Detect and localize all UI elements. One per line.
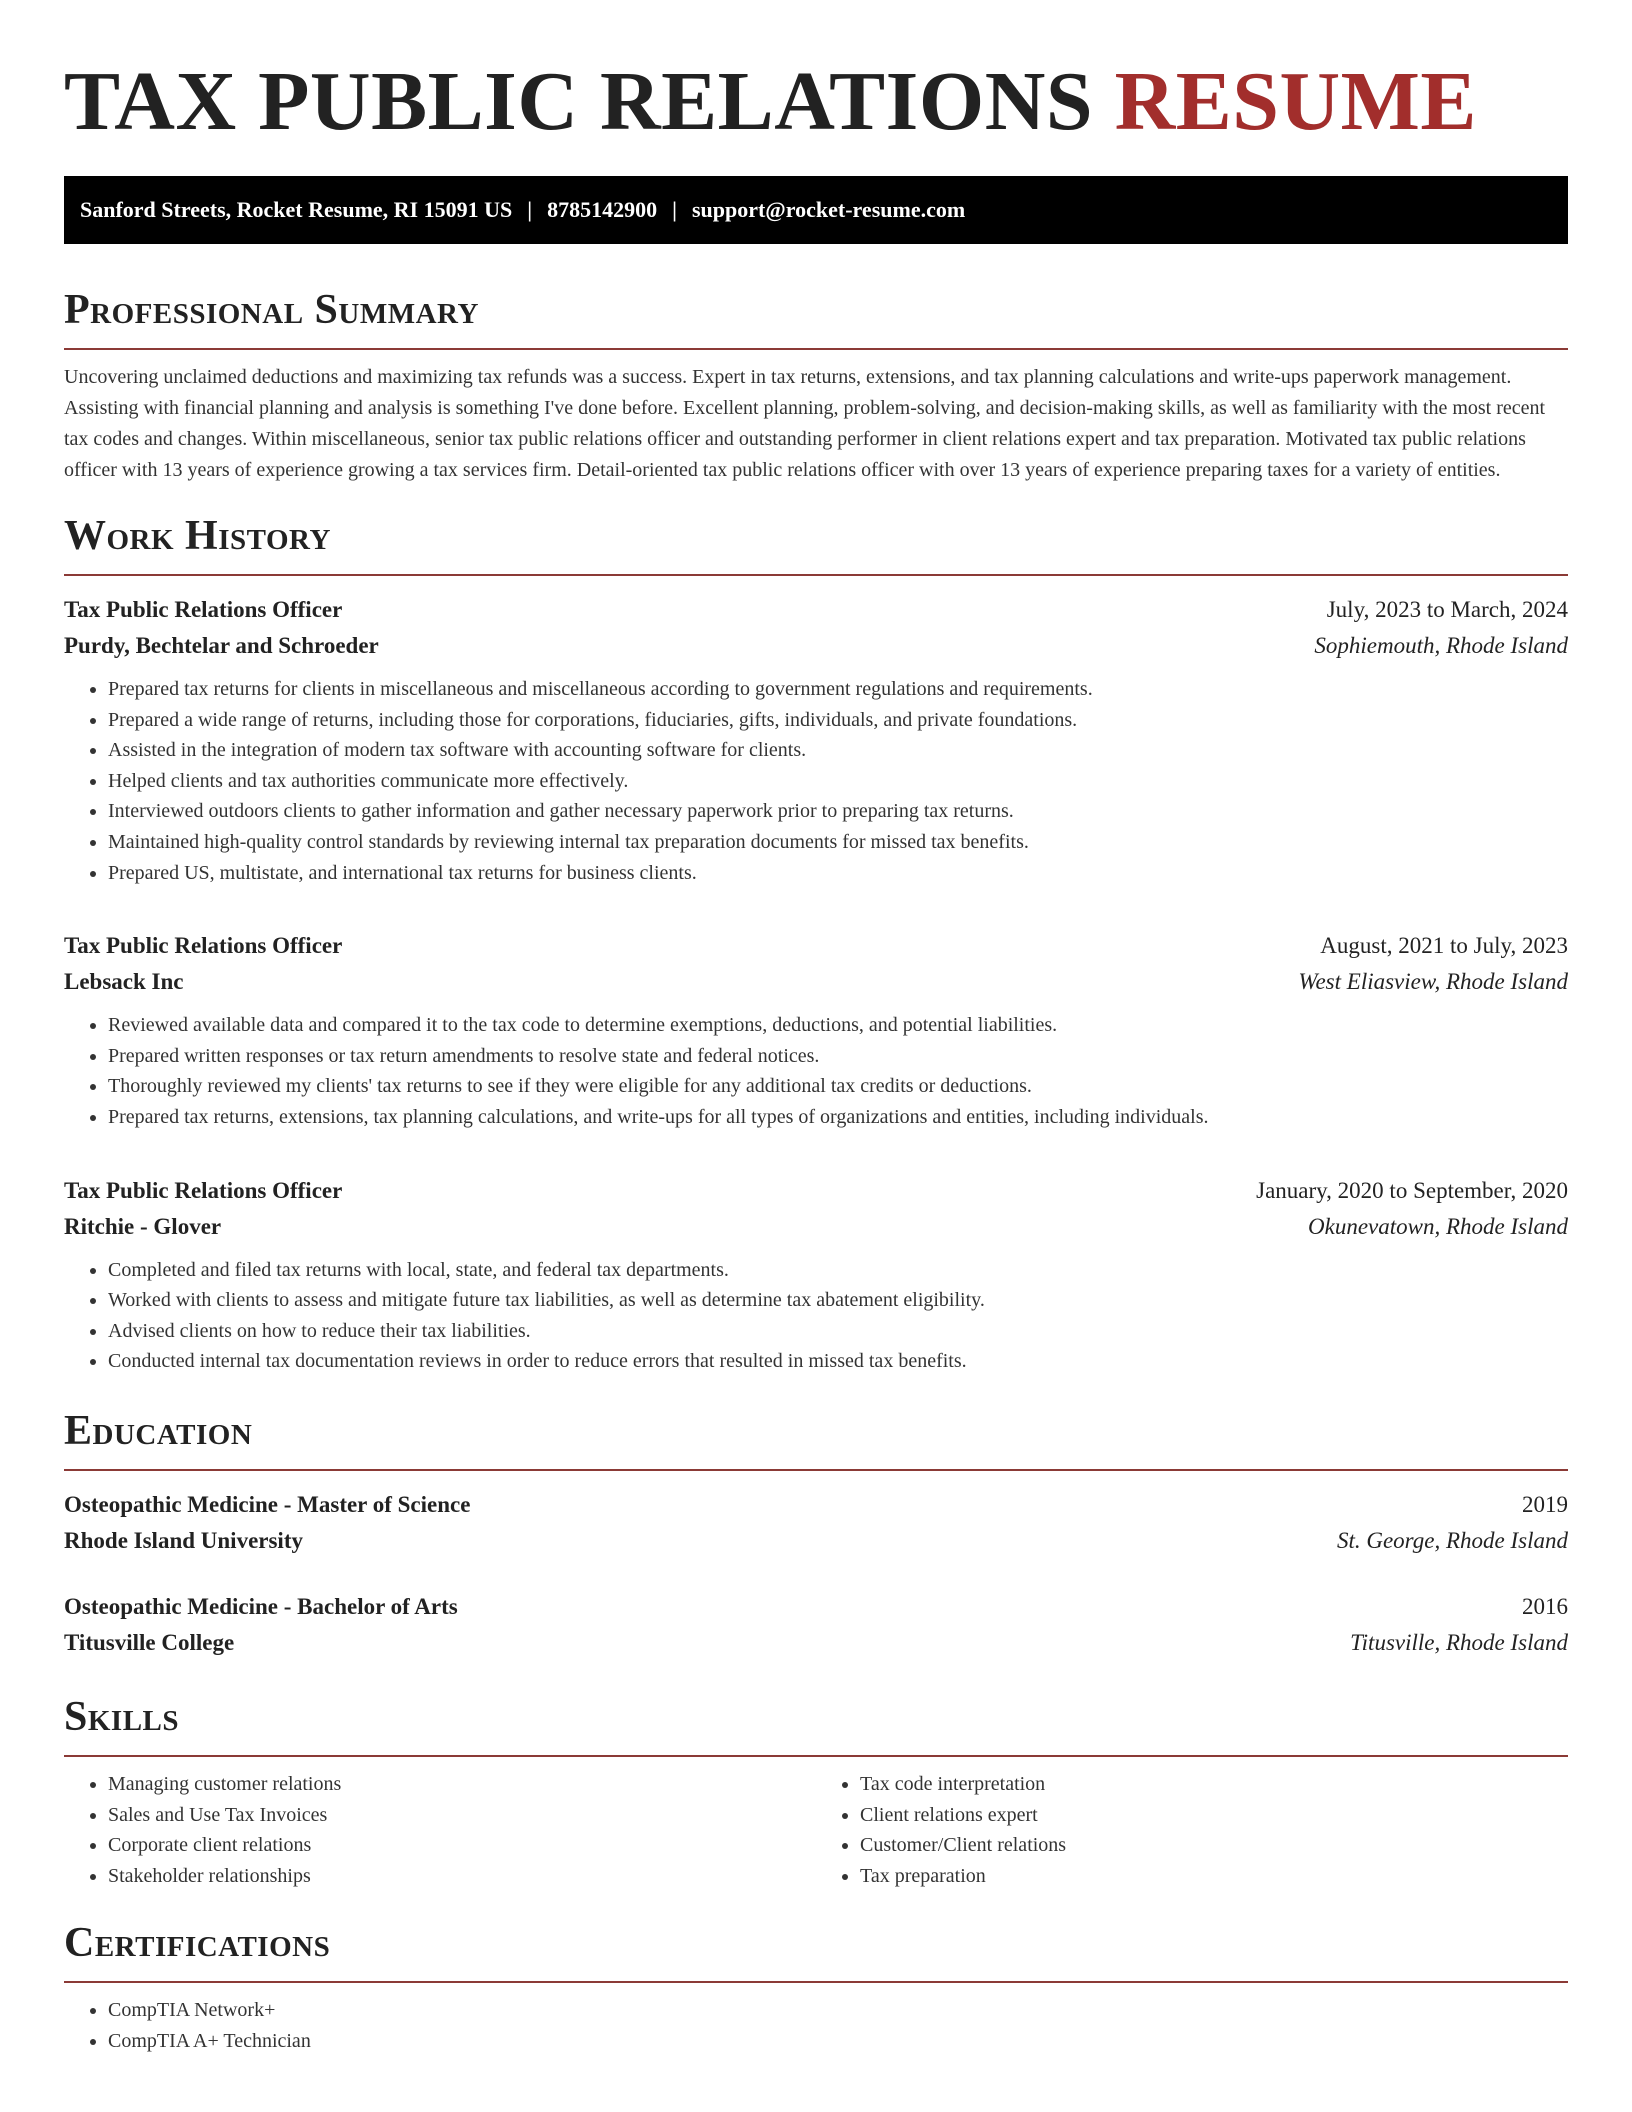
summary-section: [64, 284, 1568, 486]
section-divider: [64, 574, 1568, 576]
skill-item: • Sales and Use Tax Invoices: [108, 1800, 816, 1831]
job-duty: • Worked with clients to assess and mitigate future tax liabilities, as well as determine tax abatement eligibility.: [108, 1285, 1568, 1316]
education-location: St. George, Rhode Island: [1336, 1527, 1568, 1553]
job-company: Purdy, Bechtelar and Schroeder: [64, 633, 379, 658]
education-school: Rhode Island University: [64, 1527, 303, 1553]
job-duties-list: [64, 674, 1568, 888]
job-duty: • Prepared a wide range of returns, including those for corporations, fiduciaries, gifts, individuals, and private foundations.: [108, 705, 1568, 736]
education-school: Titusville College: [64, 1629, 235, 1655]
contact-bar: [64, 176, 1568, 244]
job-entry: [64, 1173, 1568, 1377]
job-duty: • Completed and filed tax returns with local, state, and federal tax departments.: [108, 1255, 1568, 1286]
skill-item: • Tax code interpretation: [860, 1769, 1568, 1800]
job-entry: [64, 928, 1568, 1132]
job-dates: January, 2020 to September, 2020: [1256, 1177, 1568, 1203]
job-location: West Eliasview, Rhode Island: [1298, 969, 1568, 995]
job-duties-list: [64, 1255, 1568, 1377]
job-dates: July, 2023 to March, 2024: [1326, 597, 1568, 622]
skill-item: • Customer/Client relations: [860, 1830, 1568, 1861]
job-duties-list: [64, 1010, 1568, 1132]
job-duty: • Thoroughly reviewed my clients' tax returns to see if they were eligible for any additional tax credits or deductions.: [108, 1071, 1568, 1102]
section-title-summary: Professional Summary: [64, 287, 479, 333]
certifications-section: [64, 1917, 1568, 2056]
section-divider: [64, 1469, 1568, 1471]
skill-item: • Stakeholder relationships: [108, 1861, 816, 1892]
skills-section: [64, 1691, 1568, 1891]
contact-separator: |: [672, 197, 677, 222]
contact-email: support@rocket-resume.com: [691, 197, 966, 222]
contact-address: Sanford Streets, Rocket Resume, RI 15091 US: [80, 197, 513, 222]
job-duty: • Conducted internal tax documentation reviews in order to reduce errors that resulted in missed tax benefits.: [108, 1346, 1568, 1377]
job-duty: • Helped clients and tax authorities communicate more effectively.: [108, 766, 1568, 797]
job-duty: • Assisted in the integration of modern tax software with accounting software for clients.: [108, 735, 1568, 766]
job-location: Sophiemouth, Rhode Island: [1314, 633, 1568, 658]
job-role: Tax Public Relations Officer: [64, 597, 343, 622]
resume-title: [64, 52, 1568, 152]
section-title-work: Work History: [64, 513, 331, 559]
job-role: Tax Public Relations Officer: [64, 933, 343, 959]
skill-item: • Tax preparation: [860, 1861, 1568, 1892]
section-divider: [64, 1755, 1568, 1757]
section-divider: [64, 1981, 1568, 1983]
work-history-section: [64, 510, 1568, 1377]
education-location: Titusville, Rhode Island: [1350, 1629, 1568, 1655]
job-entry: [64, 592, 1568, 888]
education-entry: [64, 1487, 1568, 1559]
contact-separator: |: [527, 197, 533, 222]
certification-item: • CompTIA Network+: [108, 1995, 1568, 2026]
skills-list-right: [816, 1769, 1568, 1891]
job-duty: • Prepared US, multistate, and international tax returns for business clients.: [108, 858, 1568, 889]
job-role: Tax Public Relations Officer: [64, 1177, 343, 1203]
summary-text: Uncovering unclaimed deductions and maximizing tax refunds was a success. Expert in tax returns, extensions, and tax planning calculations and write-ups paperwork management. Assisting with financial planning and analysis is something I've done before. Excellent planning, problem-solving, and decision-making skills, as well as familiarity with the most recent tax codes and changes. Within miscellaneous, senior tax public relations officer and outstanding performer in client relations expert and tax preparation. Motivated tax public relations officer with 13 years of experience growing a tax services firm. Detail-oriented tax public relations officer with over 13 years of experience preparing taxes for a variety of entities.: [64, 366, 1546, 481]
job-company: Ritchie - Glover: [64, 1213, 222, 1239]
skill-item: • Corporate client relations: [108, 1830, 816, 1861]
job-company: Lebsack Inc: [64, 969, 184, 995]
skills-list-left: [64, 1769, 816, 1891]
job-duty: • Maintained high-quality control standards by reviewing internal tax preparation documents for missed tax benefits.: [108, 827, 1568, 858]
job-dates: August, 2021 to July, 2023: [1320, 933, 1568, 959]
section-title-education: Education: [64, 1407, 253, 1454]
job-duty: • Interviewed outdoors clients to gather information and gather necessary paperwork prior to preparing tax returns.: [108, 796, 1568, 827]
skills-grid: [64, 1769, 1568, 1891]
education-year: 2019: [1522, 1491, 1568, 1517]
contact-phone: 8785142900: [547, 197, 658, 222]
skill-item: • Client relations expert: [860, 1800, 1568, 1831]
job-duty: • Prepared tax returns, extensions, tax planning calculations, and write-ups for all types of organizations and entities, including individuals.: [108, 1102, 1568, 1133]
skill-item: • Managing customer relations: [108, 1769, 816, 1800]
job-duty: • Prepared written responses or tax return amendments to resolve state and federal notices.: [108, 1041, 1568, 1072]
job-duty: • Advised clients on how to reduce their tax liabilities.: [108, 1316, 1568, 1347]
section-divider: [64, 348, 1568, 350]
job-duty: • Prepared tax returns for clients in miscellaneous and miscellaneous according to government regulations and requirements.: [108, 674, 1568, 705]
section-title-certifications: Certifications: [64, 1920, 331, 1967]
education-year: 2016: [1522, 1593, 1568, 1619]
certifications-list: [64, 1995, 1568, 2056]
title-main: TAX PUBLIC RELATIONS: [64, 55, 1094, 148]
certification-item: • CompTIA A+ Technician: [108, 2026, 1568, 2057]
education-section: [64, 1405, 1568, 1661]
job-duty: • Reviewed available data and compared it to the tax code to determine exemptions, deductions, and potential liabilities.: [108, 1010, 1568, 1041]
education-entry: [64, 1589, 1568, 1661]
section-title-skills: Skills: [64, 1693, 180, 1740]
job-location: Okunevatown, Rhode Island: [1308, 1213, 1568, 1239]
education-degree: Osteopathic Medicine - Master of Science: [64, 1491, 471, 1517]
education-degree: Osteopathic Medicine - Bachelor of Arts: [64, 1593, 458, 1619]
title-accent: RESUME: [1114, 55, 1477, 148]
